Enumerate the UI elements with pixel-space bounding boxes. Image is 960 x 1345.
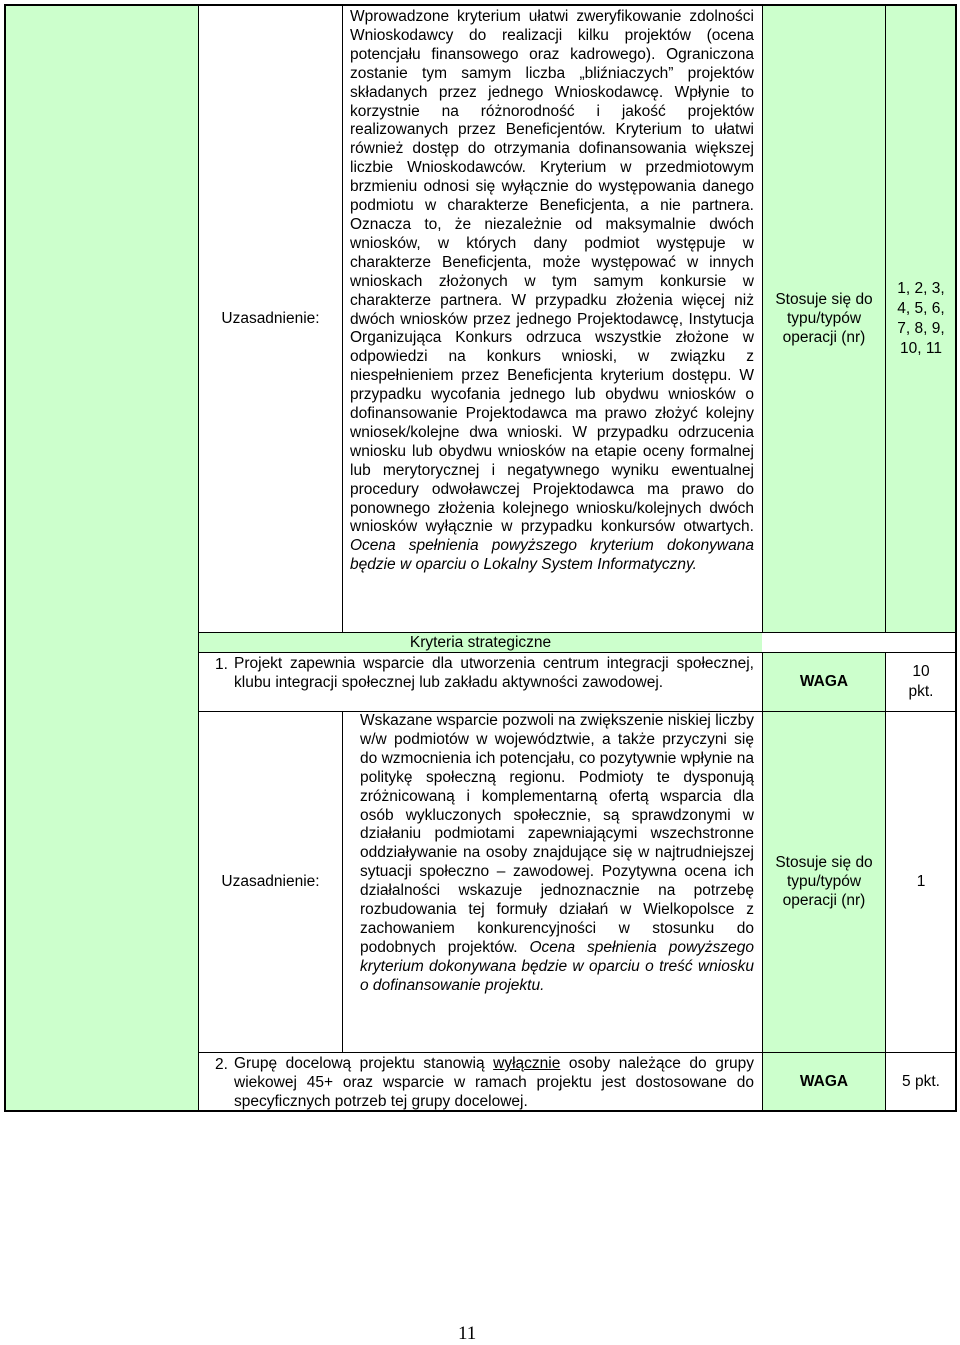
section-header: Kryteria strategiczne <box>409 634 552 651</box>
criterion-1-text: Projekt zapewnia wsparcie dla utworzenia centrum integracji społecznej, klubu integracji społecznej lub zakładu aktywności zawodowej. <box>234 655 754 691</box>
criterion-2-weight-label: WAGA <box>799 1072 849 1090</box>
justification-text <box>360 712 754 1052</box>
criterion-1-number: 1. <box>215 656 228 673</box>
criterion-2-text-a: Grupę docelową projektu stanowią <box>234 1055 494 1072</box>
assessment-note: Ocena spełnienia powyższego kryterium dokonywana będzie w oparciu o Lokalny System Informatyczny. <box>350 537 754 574</box>
assessment-note: Ocena spełnienia powyższego kryterium dokonywana będzie w oparciu o treść wniosku o dofinansowanie projektu. <box>360 938 754 994</box>
justification-label: Uzasadnienie: <box>221 872 320 890</box>
criterion-2-emphasis: wyłącznie <box>493 1055 561 1072</box>
criterion-1-weight-label: WAGA <box>799 672 849 690</box>
criterion-2-points: 5 pkt. <box>902 1072 940 1090</box>
operation-type-numbers: 1, 2, 3, 4, 5, 6, 7, 8, 9, 10, 11 <box>897 279 945 357</box>
applies-to-operation-types: Stosuje się do typu/typów operacji (nr) <box>775 291 873 346</box>
criterion-1-points: 10 pkt. <box>908 662 934 700</box>
criterion-2-text-b: osoby należące do grupy wiekowej 45+ oraz wsparcie w ramach projektu jest dostosowane do specyficznych potrzeb tej grupy docelowej. <box>234 1055 754 1110</box>
justification-body: Wprowadzone kryterium ułatwi zweryfikowanie zdolności Wnioskodawcy do realizacji kilku projektów (ocena potencjału finansowego oraz kadrowego). Ograniczona zostanie tym samym liczba „bliźniaczych” projektów składanych przez jednego Wnioskodawcę. Wpłynie to korzystnie na różnorodność i jakość projektów realizowanych przez Beneficjentów. Kryterium to ułatwi również dostęp do otrzymania dofinansowania większej liczbie Wnioskodawców. Kryterium w przedmiotowym brzmieniu odnosi się wyłącznie do występowania danego podmiotu w charakterze Beneficjenta, a nie partnera. Oznacza to, że niezależnie od maksymalnie dwóch wniosków, w których dany podmiot występuje w charakterze Beneficjenta, może występować w innych wnioskach złożonych w tym samym konkursie w charakterze partnera. W przypadku złożenia więcej niż dwóch wniosków przez jednego Projektodawcę, Instytucja Organizująca Konkurs odrzuca wszystkie złożone w odpowiedzi na konkurs wnioski, w związku z niespełnieniem przez Beneficjenta kryterium dostępu. W przypadku wycofania jednego lub obydwu wniosków o dofinansowanie Projektodawca ma prawo złożyć kolejny wniosek/kolejne dwa wnioski. W przypadku odrzucenia wniosku lub obydwu wniosków na etapie oceny formalnej lub merytorycznej i negatywnego wyniku ewentualnej procedury odwoławczej Projektodawca ma prawo do ponownego złożenia kolejnego wniosku/kolejnych dwóch wniosków wyłącznie w przypadku konkursów otwartych. <box>350 8 754 536</box>
operation-type-numbers: 1 <box>916 872 926 890</box>
applies-to-operation-types: Stosuje się do typu/typów operacji (nr) <box>775 854 873 909</box>
criterion-2-text <box>234 1055 754 1112</box>
grid-line <box>342 5 343 632</box>
page-number: 11 <box>458 1323 477 1344</box>
justification-label: Uzasadnienie: <box>221 309 320 327</box>
criterion-2-number: 2. <box>215 1056 228 1073</box>
justification-text <box>350 8 754 632</box>
justification-body: Wskazane wsparcie pozwoli na zwiększenie niskiej liczby w/w podmiotów w województwie, a także przyczyni się do wzmocnienia ich potencjału, co pozytywnie wpłynie na politykę społeczną regionu. Podmioty te dysponują zróżnicowaną i komplementarną ofertą wsparcia dla osób wykluczonych społecznie, są sprawdzonymi w działaniu podmiotami zapewniającymi wszechstronne oddziaływanie na osoby znajdujące się w najtrudniejszej sytuacji społeczno – zawodowej. Pozytywna ocena ich działalności wskazuje jednoznacznie na potrzebę rozbudowania tej formuły działań w Wielkopolsce z zachowaniem konkurencyjności w stosunku do podobnych projektów. <box>360 712 754 956</box>
grid-line <box>342 711 343 1052</box>
